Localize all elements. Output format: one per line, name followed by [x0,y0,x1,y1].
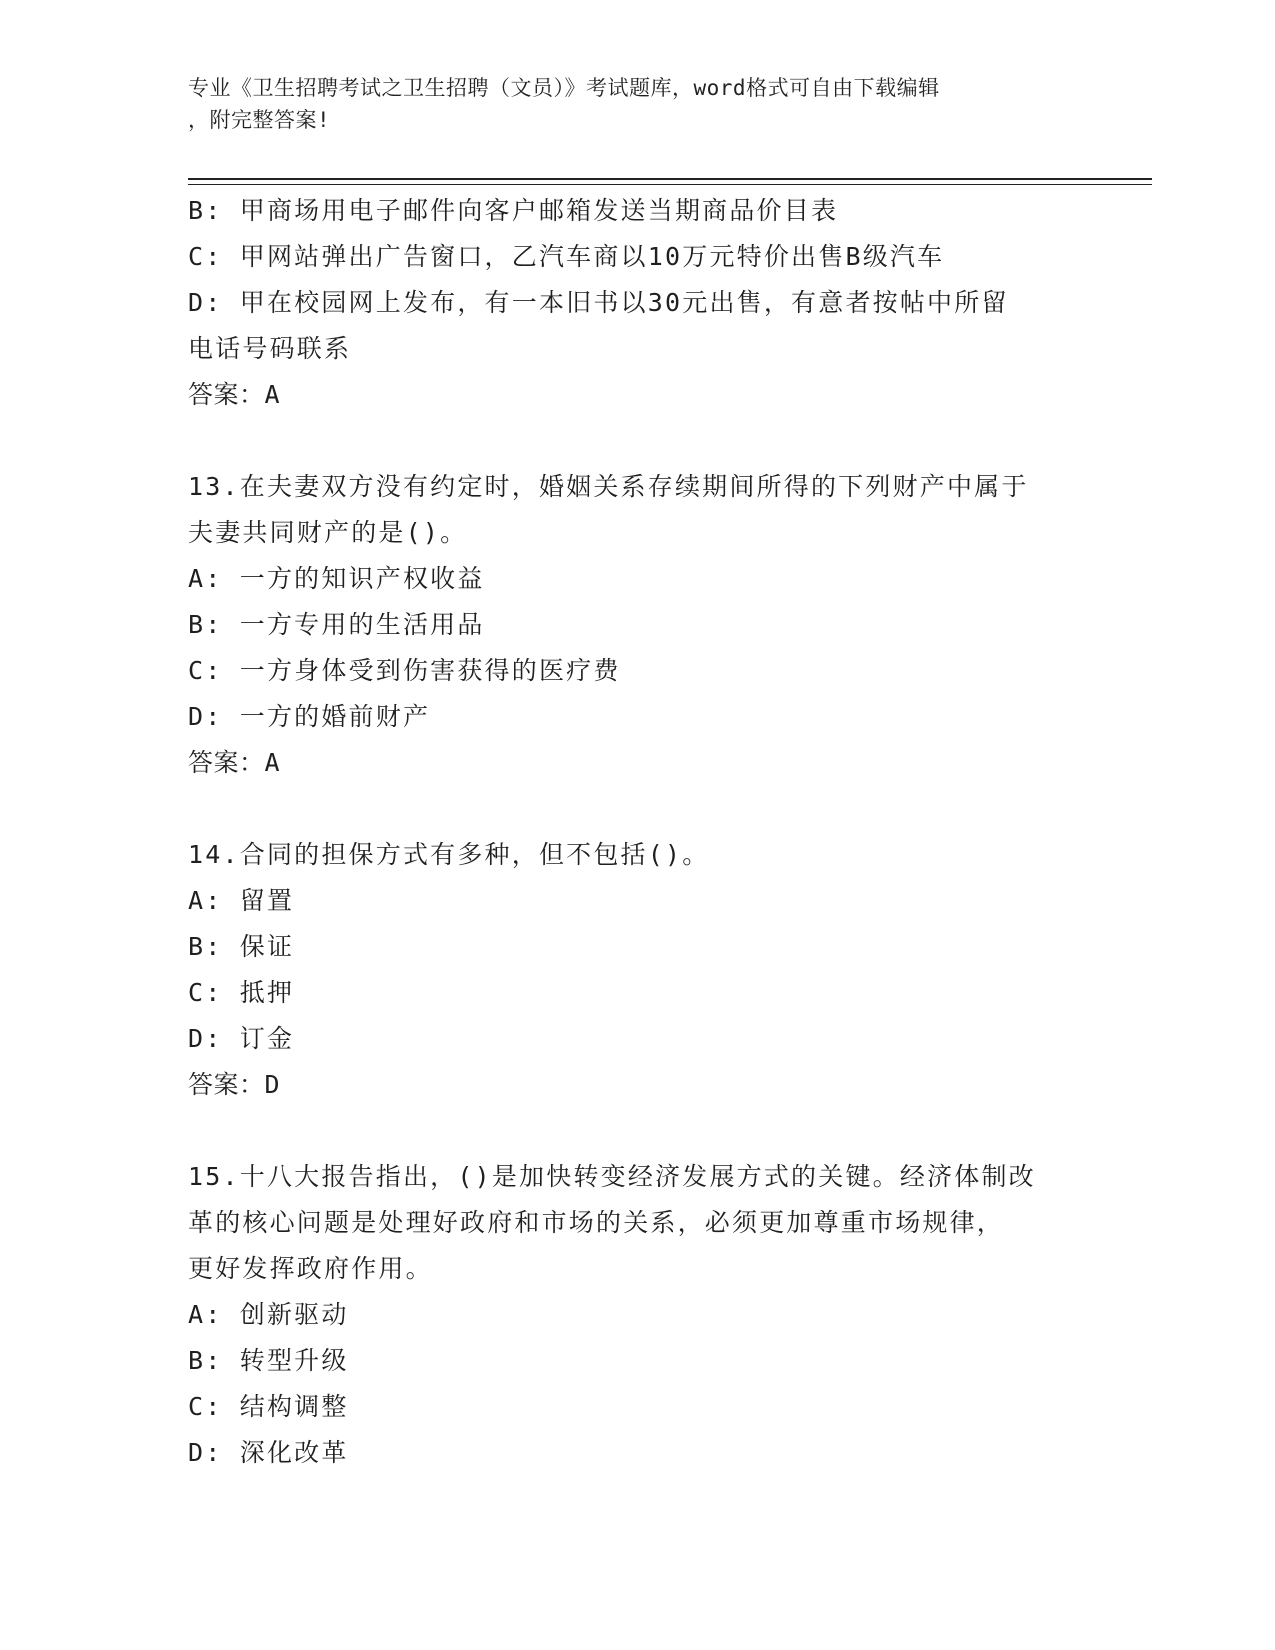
question-stem: 15.十八大报告指出，()是加快转变经济发展方式的关键。经济体制改 [188,1162,1036,1191]
question-list [188,188,1088,1476]
answer: 答案：A [188,748,281,777]
document-header [188,72,1068,136]
option-a: A: 创新驱动 [188,1300,349,1329]
option-b: B: 甲商场用电子邮件向客户邮箱发送当期商品价目表 [188,196,839,225]
question-15 [188,1154,1088,1476]
question-stem-continued: 更好发挥政府作用。 [188,1254,433,1283]
question-12 [188,188,1088,418]
spacer [188,418,1088,464]
option-d: D: 甲在校园网上发布，有一本旧书以30元出售，有意者按帖中所留 [188,288,1009,317]
option-b: B: 保证 [188,932,295,961]
option-d-continued: 电话号码联系 [188,334,352,363]
option-c: C: 甲网站弹出广告窗口，乙汽车商以10万元特价出售B级汽车 [188,242,945,271]
header-line-1: 专业《卫生招聘考试之卫生招聘（文员）》考试题库，word格式可自由下载编辑 [188,76,940,100]
question-stem-continued: 革的核心问题是处理好政府和市场的关系，必须更加尊重市场规律， [188,1208,1005,1237]
header-line-2: ，附完整答案! [188,108,331,132]
question-stem: 14.合同的担保方式有多种，但不包括()。 [188,840,710,869]
question-stem-continued: 夫妻共同财产的是()。 [188,518,468,547]
option-c: C: 一方身体受到伤害获得的医疗费 [188,656,621,685]
header-rule-bottom [188,184,1152,185]
question-13 [188,464,1088,786]
option-d: D: 一方的婚前财产 [188,702,431,731]
option-d: D: 深化改革 [188,1438,349,1467]
question-14 [188,832,1088,1108]
question-stem: 13.在夫妻双方没有约定时，婚姻关系存续期间所得的下列财产中属于 [188,472,1029,501]
option-a: A: 留置 [188,886,295,915]
answer: 答案：A [188,380,281,409]
option-b: B: 转型升级 [188,1346,349,1375]
header-rule-top [188,178,1152,180]
option-a: A: 一方的知识产权收益 [188,564,485,593]
option-b: B: 一方专用的生活用品 [188,610,485,639]
option-c: C: 结构调整 [188,1392,349,1421]
option-c: C: 抵押 [188,978,295,1007]
option-d: D: 订金 [188,1024,295,1053]
spacer [188,1108,1088,1154]
spacer [188,786,1088,832]
answer: 答案：D [188,1070,281,1099]
